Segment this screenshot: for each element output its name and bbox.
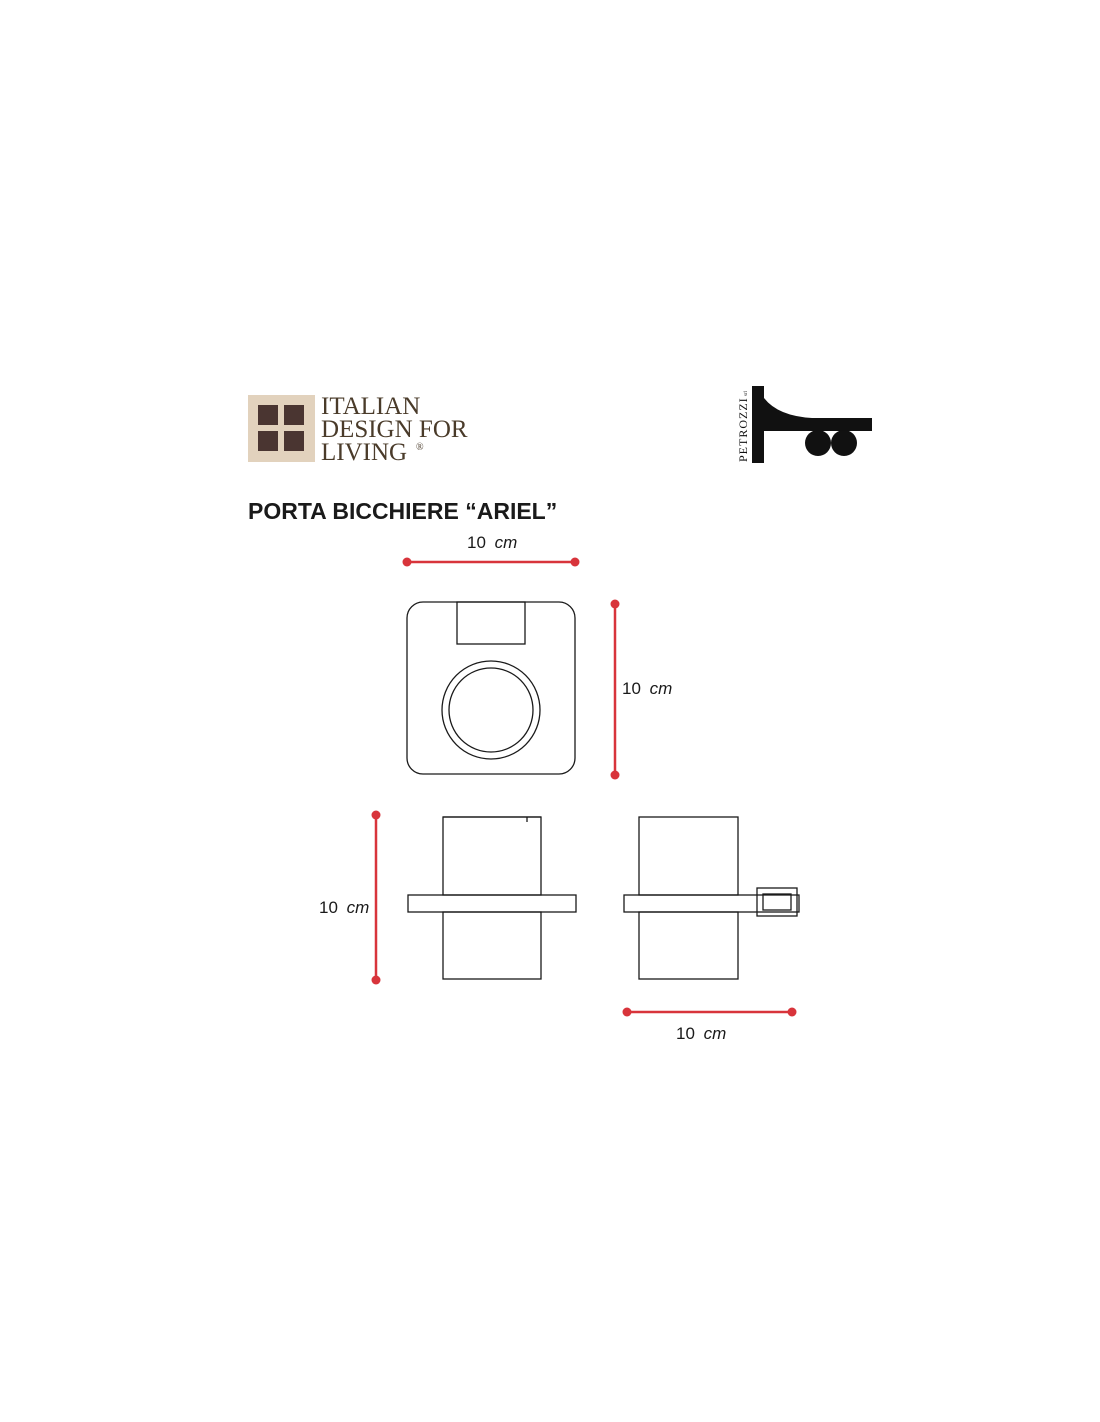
dimension-top-height-label: [622, 679, 672, 698]
dimension-side-depth-unit: cm: [703, 1024, 727, 1043]
petrozzi-logo-wheel-left: [805, 430, 831, 456]
dimension-top-height: [611, 600, 673, 780]
side-view: [624, 817, 799, 979]
dimension-front-height-end-dot: [372, 976, 381, 985]
dimension-top-height-start-dot: [611, 600, 620, 609]
dimension-top-width-end-dot: [571, 558, 580, 567]
dimension-side-depth: [623, 1008, 797, 1044]
dimension-side-depth-start-dot: [623, 1008, 632, 1017]
logo-line-2: DESIGN FOR: [321, 416, 468, 443]
front-view-shelf: [408, 895, 576, 912]
dimension-top-height-value: 10: [622, 679, 641, 698]
logo-tile-top-left: [258, 405, 278, 425]
front-view-glass-lower: [443, 912, 541, 979]
front-view: [408, 817, 576, 979]
top-view-glass-inner-ring: [449, 668, 533, 752]
dimension-top-width-label: [467, 533, 517, 552]
dimension-top-height-end-dot: [611, 771, 620, 780]
dimension-front-height-unit: cm: [346, 898, 370, 917]
dimension-front-height: [319, 811, 381, 985]
italian-design-logo: [248, 393, 468, 466]
petrozzi-logo-wheel-right: [831, 430, 857, 456]
top-view-glass-outer-ring: [442, 661, 540, 759]
dimension-top-width-start-dot: [403, 558, 412, 567]
logo-registered-mark: ®: [416, 442, 424, 453]
dimension-side-depth-end-dot: [788, 1008, 797, 1017]
side-view-wall-bracket-inner: [763, 894, 791, 910]
dimension-top-width-unit: cm: [494, 533, 518, 552]
dimension-top-width: [403, 533, 580, 567]
front-view-glass-upper: [443, 817, 541, 895]
logo-line-1: ITALIAN: [321, 393, 421, 420]
dimension-front-height-start-dot: [372, 811, 381, 820]
dimension-front-height-value: 10: [319, 898, 338, 917]
petrozzi-logo-text: PETROZZI: [736, 397, 750, 462]
top-view: [407, 602, 575, 774]
side-view-glass-upper: [639, 817, 738, 895]
top-view-base-plate: [407, 602, 575, 774]
dimension-top-width-value: 10: [467, 533, 486, 552]
dimension-side-depth-label: [676, 1024, 726, 1043]
dimension-top-height-unit: cm: [649, 679, 673, 698]
product-title: PORTA BICCHIERE “ARIEL”: [248, 498, 558, 524]
top-view-bracket: [457, 602, 525, 644]
logo-tile-top-right: [284, 405, 304, 425]
dimension-front-height-label: [319, 898, 369, 917]
petrozzi-logo: [736, 386, 872, 463]
side-view-glass-lower: [639, 912, 738, 979]
logo-line-3: LIVING: [321, 439, 408, 466]
logo-tile-bottom-left: [258, 431, 278, 451]
dimension-side-depth-value: 10: [676, 1024, 695, 1043]
petrozzi-logo-subtext: srl: [744, 391, 749, 396]
logo-tile-bottom-right: [284, 431, 304, 451]
